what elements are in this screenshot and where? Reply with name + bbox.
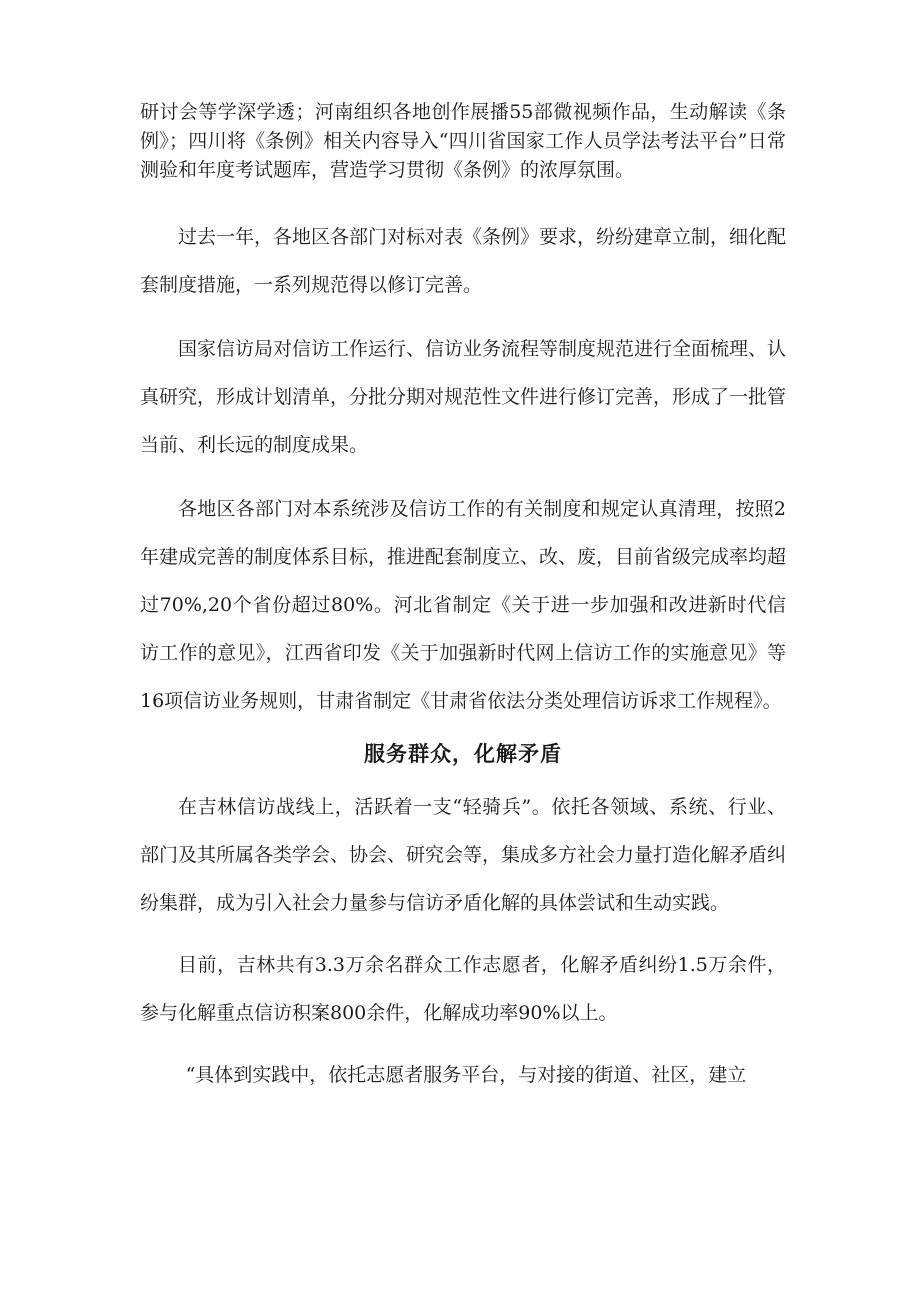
paragraph-jilin-volunteers: 在吉林信访战线上，活跃着一支“轻骑兵”。依托各领域、系统、行业、部门及其所属各类学会、协会、研究会等，集成多方社会力量打造化解矛盾纠纷集群，成为引入社会力量参与信访矛盾化解的具体尝试和生动实践。 [140,796,787,914]
paragraph-regulations: 过去一年，各地区各部门对标对表《条例》要求，纷纷建章立制，细化配套制度措施，一系列规范得以修订完善。 [140,226,787,296]
paragraph-intro-continuation: 研讨会等学深学透；河南组织各地创作展播55部微视频作品，生动解读《条例》；四川将《条例》相关内容导入“四川省国家工作人员学法考法平台”日常测验和年度考试题库，营造学习贯彻《条例》的浓厚氛围。 [140,101,786,181]
document-page [140,98,786,1099]
paragraph-quote: “具体到实践中，依托志愿者服务平台，与对接的街道、社区，建立 [185,1064,747,1086]
paragraph-national-bureau: 国家信访局对信访工作运行、信访业务流程等制度规范进行全面梳理、认真研究，形成计划清单，分批分期对规范性文件进行修订完善，形成了一批管当前、利长远的制度成果。 [140,338,787,456]
paragraph-provincial-progress: 各地区各部门对本系统涉及信访工作的有关制度和规定认真清理，按照2年建成完善的制度体系目标，推进配套制度立、改、废，目前省级完成率均超过70%,20个省份超过80%。河北省制定《关于进一步加强和改进新时代信访工作的意见》，江西省印发《关于加强新时代网上信访工作的实施意见》等16项信访业务规则，甘肃省制定《甘肃省依法分类处理信访诉求工作规程》。 [140,498,787,712]
section-heading: 服务群众，化解矛盾 [364,741,562,766]
paragraph-jilin-statistics: 目前，吉林共有3.3万余名群众工作志愿者，化解矛盾纠纷1.5万余件，参与化解重点信访积案800余件，化解成功率90%以上。 [140,954,786,1024]
